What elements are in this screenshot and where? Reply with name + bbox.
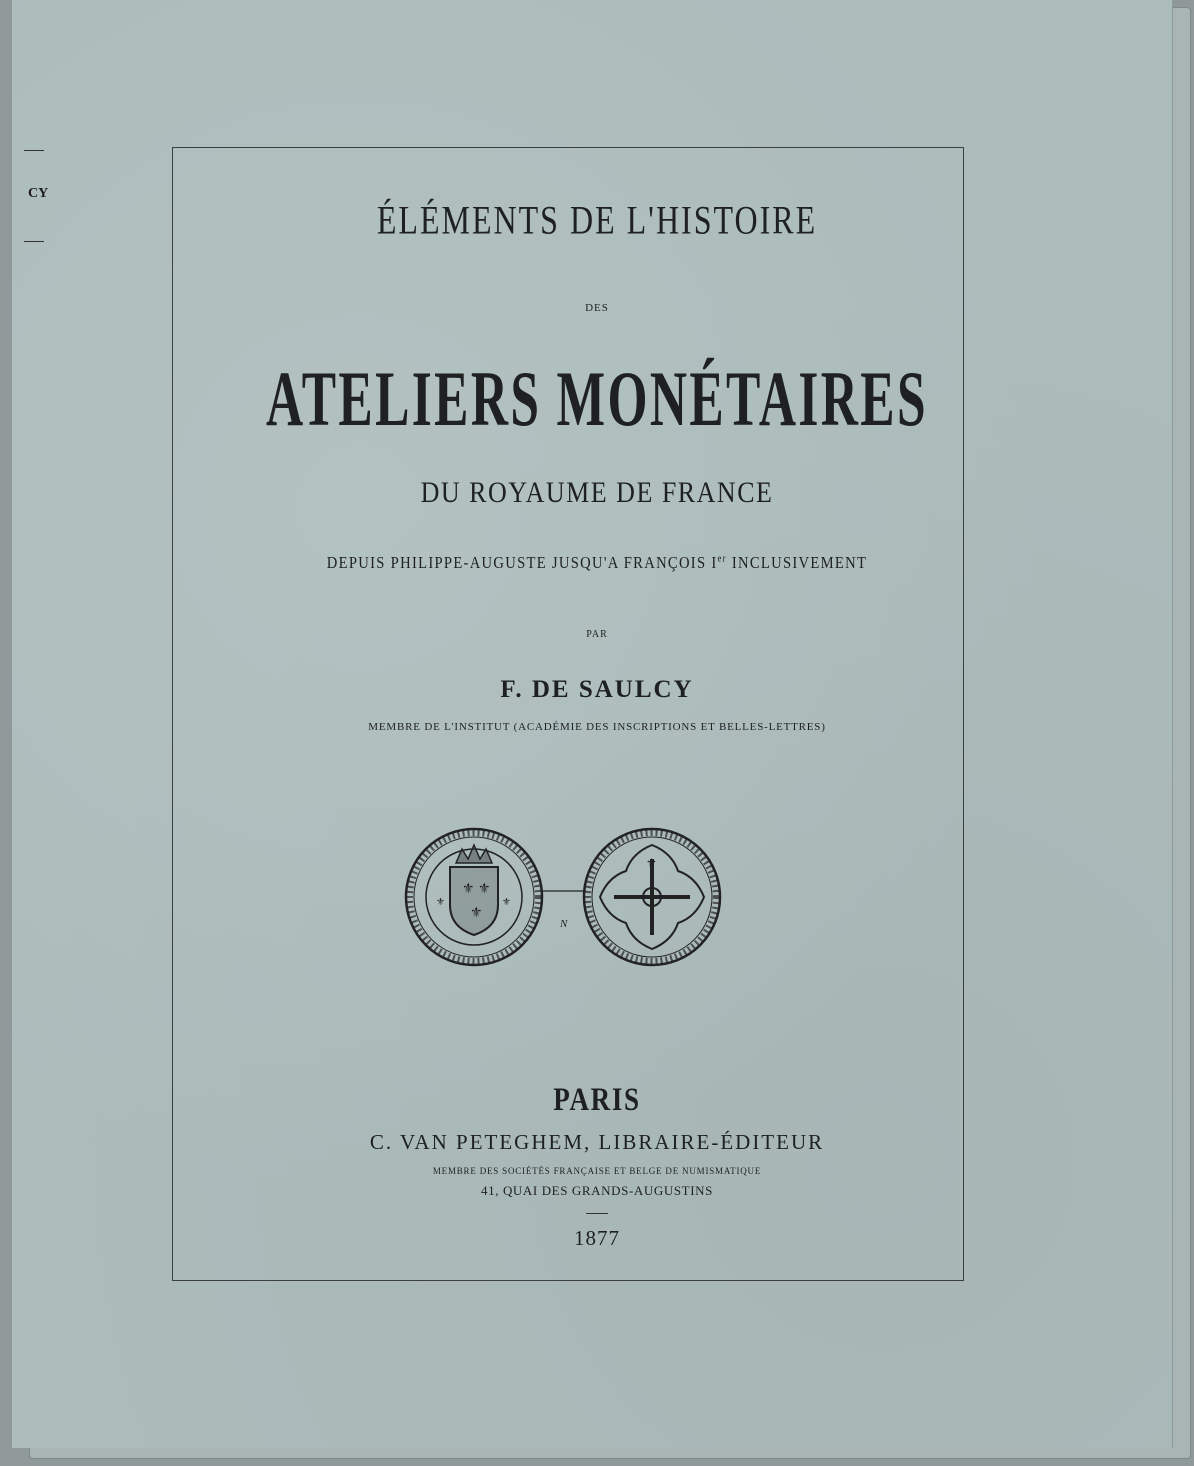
publication-year: 1877 — [574, 1226, 620, 1250]
publisher-note: MEMBRE DES SOCIÉTÉS FRANÇAISE ET BELGE DE NUMISMATIQUE — [432, 1166, 762, 1176]
svg-text:⚜: ⚜ — [462, 882, 475, 897]
period-end: INCLUSIVEMENT — [726, 553, 868, 572]
svg-text:⚜: ⚜ — [502, 897, 511, 908]
period-line — [84, 553, 1111, 573]
title-line-elements: ÉLÉMENTS DE L'HISTOIRE — [376, 197, 818, 243]
main-title: ATELIERS MONÉTAIRES — [266, 356, 928, 443]
coin-obverse-icon — [406, 829, 542, 965]
author-affiliation: MEMBRE DE L'INSTITUT (ACADÉMIE DES INSCRIPTIONS ET BELLES-LETTRES) — [368, 721, 826, 733]
subtitle: DU ROYAUME DE FRANCE — [420, 476, 774, 509]
publisher-address: 41, QUAI DES GRANDS-AUGUSTINS — [481, 1183, 713, 1198]
imprint-city: PARIS — [553, 1082, 641, 1118]
period-superscript: er — [717, 553, 727, 565]
coin-mark: N — [560, 918, 568, 930]
svg-text:⚜: ⚜ — [436, 897, 445, 908]
par-label: PAR — [586, 629, 608, 640]
svg-text:⚜: ⚜ — [478, 882, 491, 897]
year-divider — [586, 1213, 608, 1214]
coin-illustration — [398, 823, 728, 971]
author-name: F. DE SAULCY — [500, 676, 694, 703]
coin-reverse-icon — [584, 829, 720, 965]
svg-text:⚜: ⚜ — [646, 856, 657, 870]
title-line-des: DES — [585, 302, 609, 314]
spine-label-text: CY — [28, 186, 49, 201]
period-text: DEPUIS PHILIPPE-AUGUSTE JUSQU'A FRANÇOIS I — [326, 553, 718, 572]
publisher-name: C. VAN PETEGHEM, LIBRAIRE-ÉDITEUR — [369, 1130, 825, 1154]
svg-text:⚜: ⚜ — [470, 906, 483, 921]
